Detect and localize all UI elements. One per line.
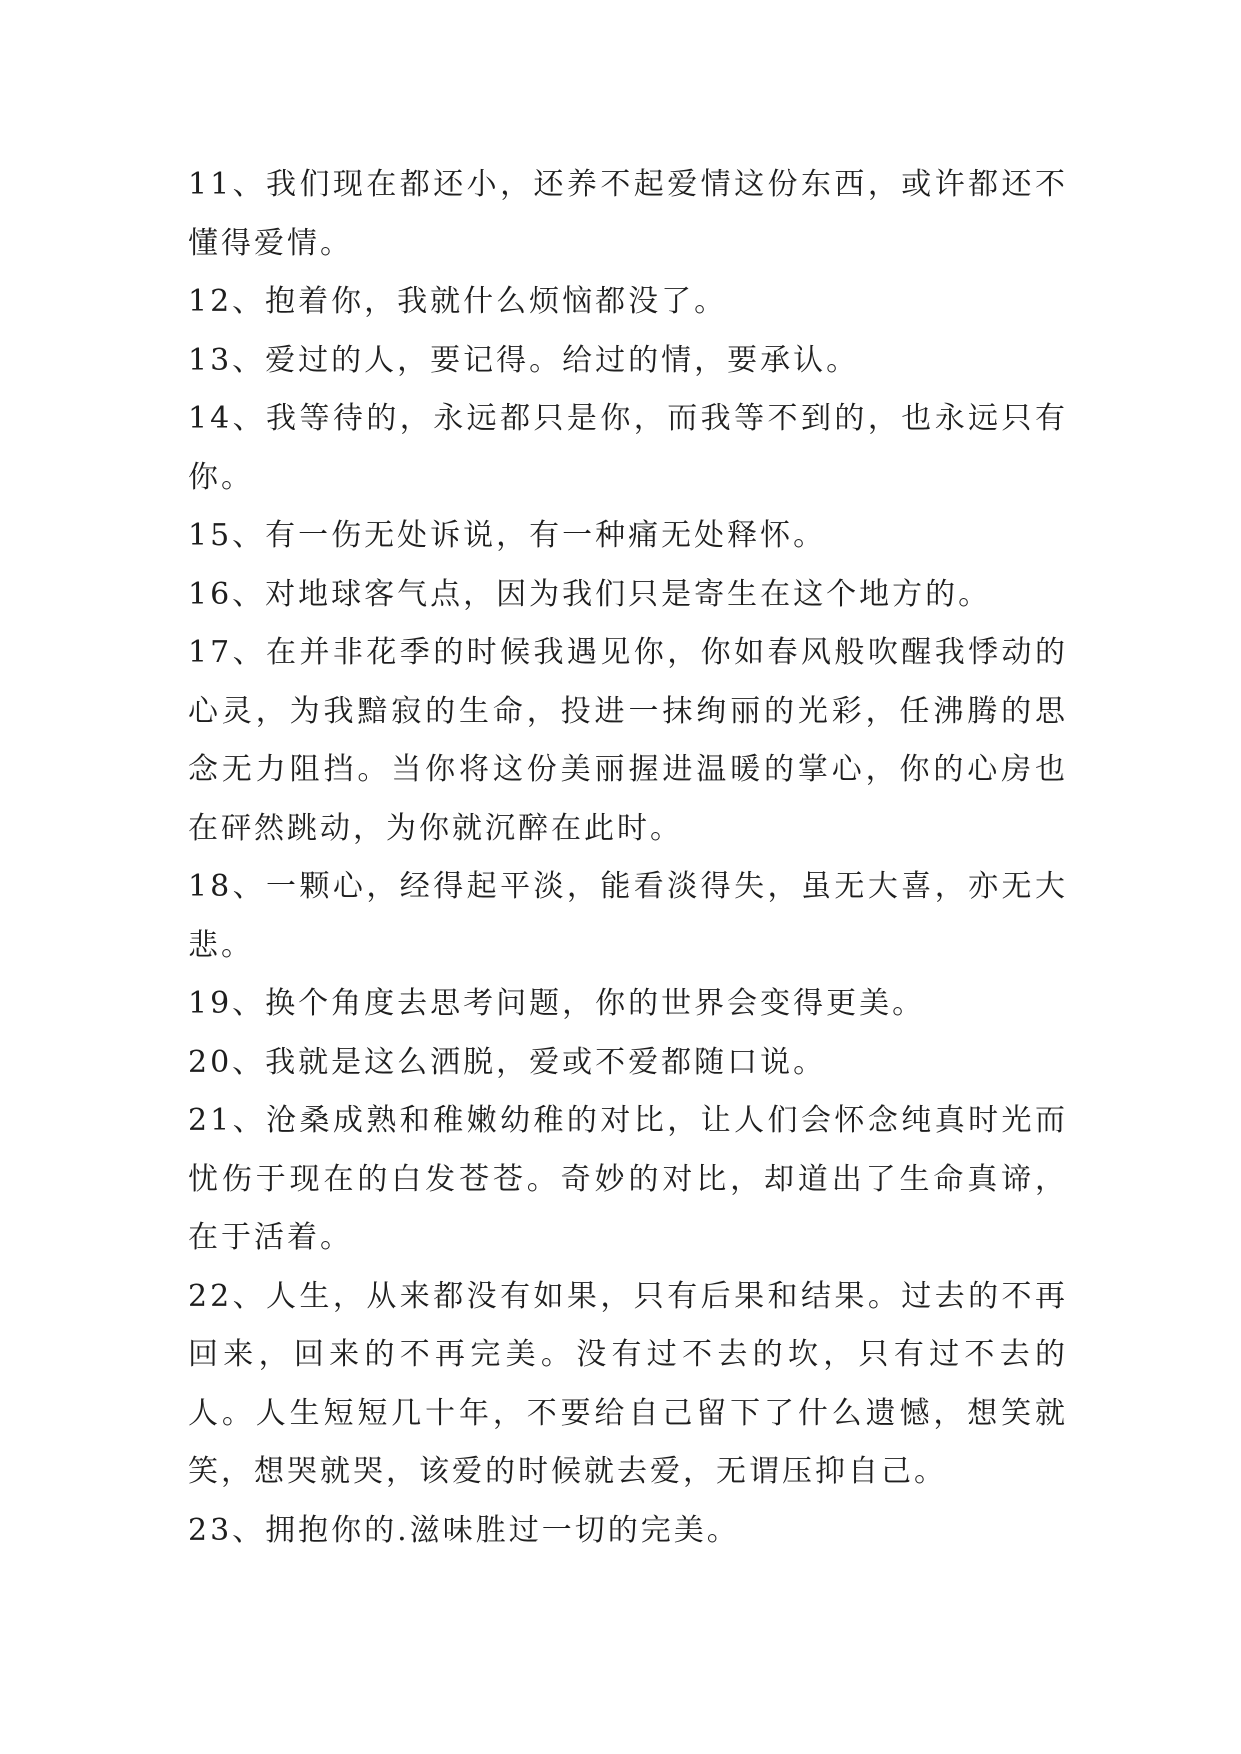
- quote-paragraph-23: 23、拥抱你的.滋味胜过一切的完美。: [188, 1512, 740, 1548]
- quote-paragraph-14: 14、我等待的，永远都只是你，而我等不到的，也永远只有你。: [188, 401, 1068, 495]
- quote-paragraph-17: 17、在并非花季的时候我遇见你，你如春风般吹醒我悸动的心灵，为我黯寂的生命，投进一抹绚丽的光彩，任沸腾的思念无力阻挡。当你将这份美丽握进温暖的掌心，你的心房也在砰然跳动，为你就沉醉在此时。: [188, 635, 1068, 846]
- quote-paragraph-22: 22、人生，从来都没有如果，只有后果和结果。过去的不再回来，回来的不再完美。没有过不去的坎，只有过不去的人。人生短短几十年，不要给自己留下了什么遗憾，想笑就笑，想哭就哭，该爱的时候就去爱，无谓压抑自己。: [188, 1278, 1068, 1489]
- quote-paragraph-18: 18、一颗心，经得起平淡，能看淡得失，虽无大喜，亦无大悲。: [188, 869, 1068, 963]
- document-body: [188, 156, 1068, 1560]
- quote-paragraph-19: 19、换个角度去思考问题，你的世界会变得更美。: [188, 986, 926, 1021]
- quote-paragraph-20: 20、我就是这么洒脱，爱或不爱都随口说。: [188, 1044, 827, 1080]
- quote-paragraph-21: 21、沧桑成熟和稚嫩幼稚的对比，让人们会怀念纯真时光而忧伤于现在的白发苍苍。奇妙的对比，却道出了生命真谛，在于活着。: [188, 1103, 1068, 1255]
- quote-paragraph-13: 13、爱过的人，要记得。给过的情，要承认。: [188, 342, 860, 378]
- quote-paragraph-11: 11、我们现在都还小，还养不起爱情这份东西，或许都还不懂得爱情。: [188, 167, 1068, 261]
- quote-paragraph-15: 15、有一伤无处诉说，有一种痛无处释怀。: [188, 518, 827, 553]
- quote-paragraph-12: 12、抱着你，我就什么烦恼都没了。: [188, 284, 728, 319]
- quote-paragraph-16: 16、对地球客气点，因为我们只是寄生在这个地方的。: [188, 576, 992, 612]
